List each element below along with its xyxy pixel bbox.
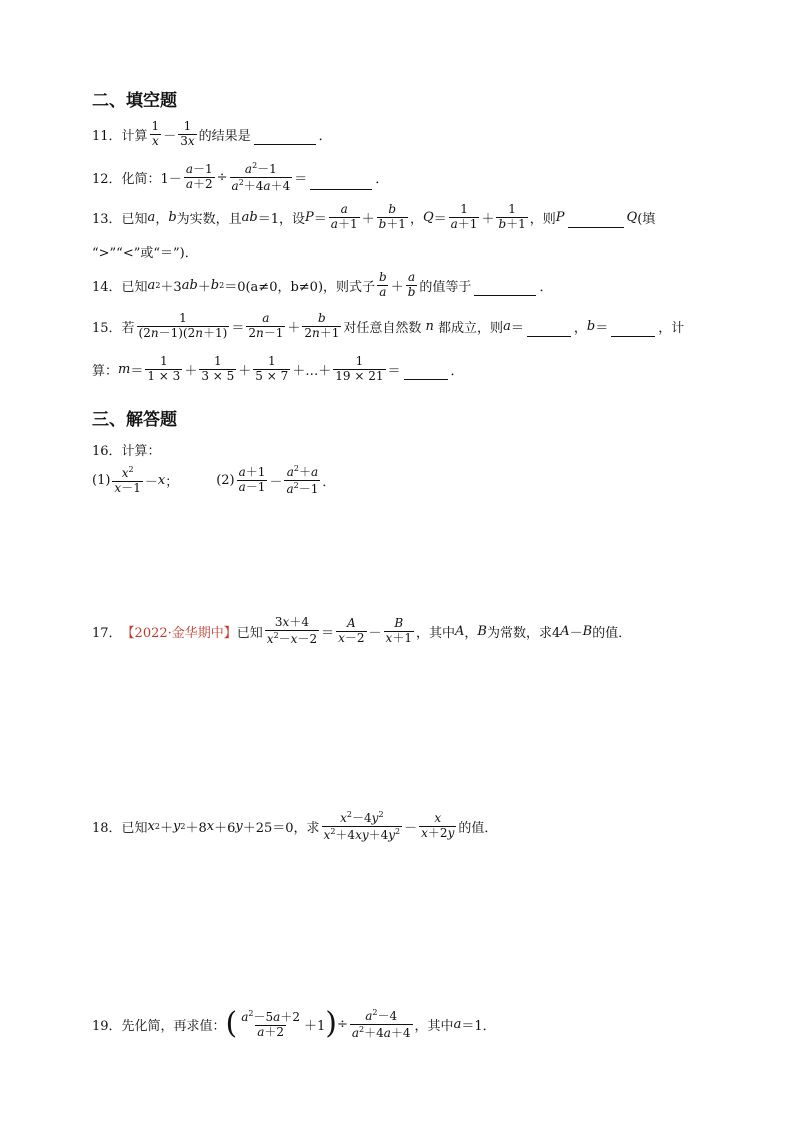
q19-tail2: ＝1． bbox=[461, 1018, 496, 1034]
q15-mid: 对任意自然数 bbox=[343, 320, 422, 336]
q13-fill: (填 bbox=[637, 211, 656, 227]
q19-frac-2: $\frac{a^2-4}{a^2+4a+4}$ bbox=[351, 1008, 411, 1040]
q12-frac-1: $\frac{a-1}{a+2}$ bbox=[185, 162, 213, 191]
q13-frac-3: $\frac{1}{a+1}$ bbox=[450, 202, 478, 231]
question-11: 11．计算 $\frac{1}{x}$ － $\frac{1}{3x}$ 的结果是 ． bbox=[92, 119, 332, 148]
q13-frac-1: $\frac{a}{a+1}$ bbox=[330, 202, 358, 231]
q13-frac-2: $\frac{b}{b+1}$ bbox=[378, 202, 406, 231]
q13-comma: ， bbox=[155, 211, 169, 227]
section-title-solve: 三、解答题 bbox=[92, 410, 177, 430]
q19-frac-1: $\frac{a^2-5a+2}{a+2}$ bbox=[241, 1009, 300, 1039]
q18-cond: ＝0，求 bbox=[272, 820, 320, 836]
question-12: 12．化简：1－ $\frac{a-1}{a+2}$ ÷ $\frac{a^2-1}{a^2+4a+4}$ ＝ ． bbox=[92, 161, 389, 193]
section-title-fill: 二、填空题 bbox=[92, 91, 177, 111]
q14-tail: 的值等于 bbox=[419, 279, 472, 295]
q13-q-eq: ＝ bbox=[433, 211, 447, 227]
question-18: 18．已知 x 2 ＋ y 2 ＋8 x ＋6 y ＋25 ＝0，求 $\frac{x^2-4y^2}{x^2+4xy+4y^2}$ － $\frac{x}{x+2y}$ 的值． bbox=[92, 810, 498, 842]
q12-label: 12．化简：1－ bbox=[92, 171, 182, 187]
q16-frac-1: $\frac{x^2}{x-1}$ bbox=[114, 465, 141, 495]
q13-label: 13．已知 bbox=[92, 211, 148, 227]
q15-label: 15．若 bbox=[92, 320, 135, 336]
q15-line2-head: 算： bbox=[92, 363, 119, 379]
q15-blank-m[interactable] bbox=[404, 378, 448, 380]
q15-frac-7: $\frac{1}{19 \times 21}$ bbox=[335, 354, 384, 383]
q15-frac-4: $\frac{1}{1 \times 3}$ bbox=[147, 354, 181, 383]
q11-label: 11．计算 bbox=[92, 128, 148, 144]
q15-frac-6: $\frac{1}{5 \times 7}$ bbox=[255, 354, 289, 383]
q19-paren-right: ) bbox=[325, 1006, 337, 1042]
q18-label: 18．已知 bbox=[92, 820, 148, 836]
q17-frac-3: $\frac{B}{x+1}$ bbox=[385, 616, 412, 645]
q11-answer-blank[interactable] bbox=[254, 143, 316, 145]
question-17: 17． 【2022·金华期中】 已知 $\frac{3x+4}{x^2-x-2}$ ＝ $\frac{A}{x-2}$ － $\frac{B}{x+1}$ ，其中 A ， B 为常数，求4 A － B 的值． bbox=[92, 615, 632, 646]
q17-frac-1: $\frac{3x+4}{x^2-x-2}$ bbox=[266, 615, 318, 646]
q15-frac-1: $\frac{1}{(2n-1)(2n+1)}$ bbox=[138, 311, 228, 340]
q15-calc: ，计 bbox=[658, 320, 685, 336]
question-13: 13．已知 a ， b 为实数，且 ab ＝1，设 P ＝ $\frac{a}{a+1}$ ＋ $\frac{b}{b+1}$ ， Q ＝ $\frac{1}{a+1}$ ＋ $\frac{1}{b+1}$ ，则 P Q (填 bbox=[92, 202, 656, 231]
q18-frac-2: $\frac{x}{x+2y}$ bbox=[421, 811, 455, 840]
q15-dots: ＋…＋ bbox=[292, 363, 332, 379]
q14-label: 14．已知 bbox=[92, 279, 148, 295]
q13-text-let: ＝1，设 bbox=[257, 211, 306, 227]
q16-part-1-label: (1) bbox=[92, 472, 111, 488]
question-19: 19．先化简，再求值： ( $\frac{a^2-5a+2}{a+2}$ ＋1 ) ÷ $\frac{a^2-4}{a^2+4a+4}$ ，其中 a ＝1． bbox=[92, 1006, 496, 1042]
q16-frac-2: $\frac{a+1}{a-1}$ bbox=[238, 465, 266, 494]
q15-blank-b[interactable] bbox=[611, 335, 655, 337]
q17-tail: ，其中 bbox=[415, 625, 455, 641]
q13-then: ，则 bbox=[529, 211, 556, 227]
q15-frac-3: $\frac{b}{2n+1}$ bbox=[304, 311, 340, 340]
question-16: 16．计算： bbox=[92, 444, 161, 459]
q15-mid2: 都成立，则 bbox=[438, 320, 504, 336]
q17-known: 已知 bbox=[236, 625, 263, 641]
q19-paren-left: ( bbox=[225, 1006, 238, 1042]
q11-tail: 的结果是 bbox=[198, 128, 251, 144]
q13-line-2: “>”“<”或“＝”)． bbox=[92, 246, 198, 261]
q17-tail3: 的值． bbox=[592, 625, 632, 641]
question-14: 14．已知 a 2 ＋3 ab ＋ b 2 ＝0 (a≠0，b≠0)，则式子 $\frac{b}{a}$ ＋ $\frac{a}{b}$ 的值等于 ． bbox=[92, 270, 553, 299]
q12-div: ÷ bbox=[216, 169, 228, 185]
q16-frac-3: $\frac{a^2+a}{a^2-1}$ bbox=[286, 464, 319, 496]
q17-tail2: 为常数，求4 bbox=[486, 625, 561, 641]
q15-blank-a[interactable] bbox=[527, 335, 571, 337]
q14-frac-2: $\frac{a}{b}$ bbox=[407, 270, 416, 299]
q13-frac-4: $\frac{1}{b+1}$ bbox=[498, 202, 526, 231]
q13-p-eq: ＝ bbox=[313, 211, 327, 227]
q15-frac-2: $\frac{a}{2n-1}$ bbox=[248, 311, 284, 340]
q17-source-tag: 【2022·金华期中】 bbox=[121, 625, 237, 641]
q11-frac-2: $\frac{1}{3x}$ bbox=[180, 119, 195, 148]
q16-parts: (1) $\frac{x^2}{x-1}$ － x ； (2) $\frac{a+1}{a-1}$ － $\frac{a^2+a}{a^2-1}$ ． bbox=[92, 464, 336, 496]
q13-sep: ， bbox=[409, 211, 423, 227]
q19-label: 19．先化简，再求值： bbox=[92, 1018, 226, 1034]
q16-part-2-label: (2) bbox=[216, 472, 235, 488]
q15-frac-5: $\frac{1}{3 \times 5}$ bbox=[201, 354, 235, 383]
q15-line-2: 算： m ＝ $\frac{1}{1 \times 3}$ ＋ $\frac{1}{3 \times 5}$ ＋ $\frac{1}{5 \times 7}$ ＋…＋ $\frac{1}{19 \times 21}$ ＝ ． bbox=[92, 354, 464, 383]
question-15: 15．若 $\frac{1}{(2n-1)(2n+1)}$ ＝ $\frac{a}{2n-1}$ ＋ $\frac{b}{2n+1}$ 对任意自然数 n 都成立，则 a ＝ ， b ＝ ，计 bbox=[92, 311, 685, 340]
q17-frac-2: $\frac{A}{x-2}$ bbox=[338, 616, 365, 645]
q13-answer-blank[interactable] bbox=[568, 226, 624, 228]
q11-frac-1: $\frac{1}{x}$ bbox=[151, 119, 160, 148]
q18-frac-1: $\frac{x^2-4y^2}{x^2+4xy+4y^2}$ bbox=[323, 810, 401, 842]
q12-frac-2: $\frac{a^2-1}{a^2+4a+4}$ bbox=[231, 161, 291, 193]
q18-tail: 的值． bbox=[458, 820, 498, 836]
q13-text-real: 为实数，且 bbox=[176, 211, 242, 227]
q14-answer-blank[interactable] bbox=[474, 294, 536, 296]
q12-answer-blank[interactable] bbox=[310, 188, 372, 190]
q14-frac-1: $\frac{b}{a}$ bbox=[379, 270, 387, 299]
q14-cond: (a≠0，b≠0)，则式子 bbox=[245, 279, 376, 295]
q17-label: 17． bbox=[92, 625, 122, 641]
q19-tail: ，其中 bbox=[414, 1018, 454, 1034]
